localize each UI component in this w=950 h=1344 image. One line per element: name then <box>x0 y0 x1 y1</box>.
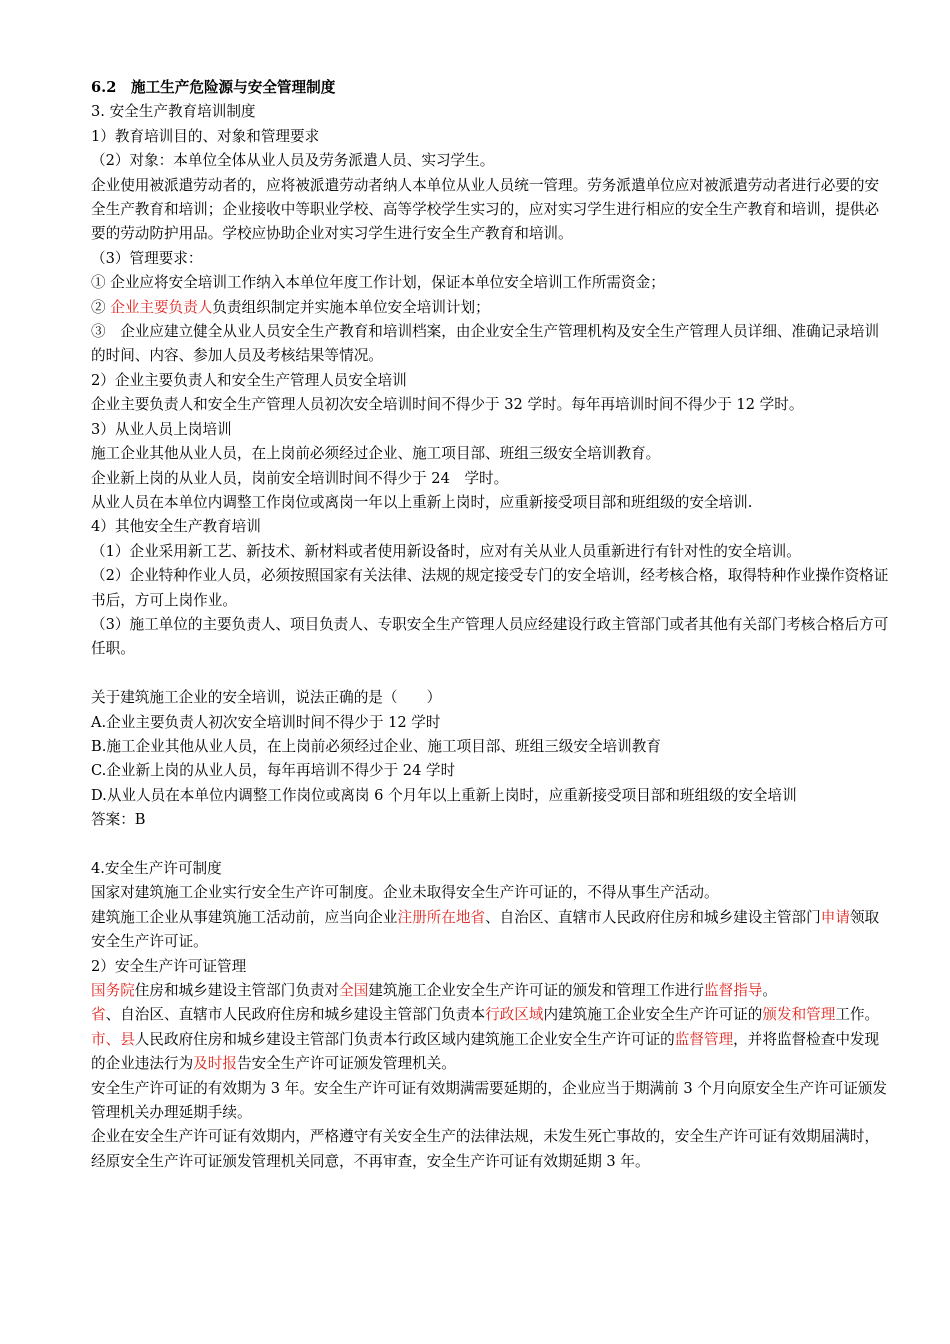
paragraph-req-1: ① 企业应将安全培训工作纳入本单位年度工作计划，保证本单位安全培训工作所需资金； <box>91 274 665 292</box>
heading-license-system: 4.安全生产许可制度 <box>91 859 222 877</box>
text-run: ，并将监督检查中发现的企业违法行为 <box>91 1030 880 1073</box>
paragraph-objects: （2）对象：本单位全体从业人员及劳务派遣人员、实习学生。 <box>91 152 495 170</box>
highlight-registered-province: 注册所在地省 <box>397 908 486 926</box>
req-2-prefix: ② <box>91 298 111 316</box>
text-run: 告安全生产许可证颁发管理机关。 <box>236 1055 456 1073</box>
quiz-answer: 答案：B <box>91 811 146 829</box>
heading-safety-training: 3. 安全生产教育培训制度 <box>91 103 256 121</box>
text-run: 工作。 <box>835 1006 880 1024</box>
paragraph-leader-hours: 企业主要负责人和安全生产管理人员初次安全培训时间不得少于 32 学时。每年再培训时间不得少于 12 学时。 <box>91 396 804 414</box>
highlight-province: 省 <box>91 1006 106 1024</box>
quiz-option-c: C.企业新上岗的从业人员，每年再培训不得少于 24 学时 <box>91 762 456 780</box>
quiz-option-d: D.从业人员在本单位内调整工作岗位或离岗 6 个月年以上重新上岗时，应重新接受项目部和班组级的安全培训 <box>91 786 797 804</box>
req-2-rest: 负责组织制定并实施本单位安全培训计划； <box>212 298 490 316</box>
text-run: 、自治区、直辖市人民政府住房和城乡建设主管部门 <box>485 908 821 926</box>
highlight-timely-report: 及时报 <box>193 1055 237 1073</box>
paragraph-province <box>91 1003 891 1027</box>
highlight-main-leader: 企业主要负责人 <box>110 298 213 316</box>
highlight-apply: 申请 <box>820 908 850 926</box>
paragraph-validity: 安全生产许可证的有效期为 3 年。安全生产许可证有效期满需要延期的，企业应当于期满前 3 个月向原安全生产许可证颁发管理机关办理延期手续。 <box>91 1079 888 1122</box>
text-run: 住房和城乡建设主管部门负责对 <box>134 982 340 999</box>
paragraph-req-2 <box>91 296 891 320</box>
highlight-city-county: 市、县 <box>91 1030 135 1048</box>
document-page <box>91 76 891 1174</box>
quiz-option-b: B.施工企业其他从业人员，在上岗前必须经过企业、施工项目部、班组三级安全培训教育 <box>91 737 661 755</box>
text-run: 。 <box>762 982 777 999</box>
paragraph-reassignment: 从业人员在本单位内调整工作岗位或离岗一年以上重新上岗时，应重新接受项目部和班组级的安全培训. <box>91 493 753 511</box>
quiz-question: 关于建筑施工企业的安全培训，说法正确的是（ ） <box>91 689 442 707</box>
paragraph-city-county <box>91 1028 891 1077</box>
text-run: 、自治区、直辖市人民政府住房和城乡建设主管部门负责本 <box>105 1006 486 1024</box>
paragraph-state-council <box>91 979 891 1003</box>
text-run: 领取安全生产许可证。 <box>91 908 880 951</box>
text-run: 内建筑施工企业安全生产许可证的 <box>543 1006 763 1024</box>
spacer <box>91 833 891 857</box>
highlight-supervision-guidance: 监督指导 <box>704 982 763 999</box>
text-run: 建筑施工企业安全生产许可证的颁发和管理工作进行 <box>368 982 704 999</box>
highlight-issue-manage: 颁发和管理 <box>762 1006 836 1024</box>
highlight-state-council: 国务院 <box>91 982 135 999</box>
paragraph-license-apply <box>91 906 891 955</box>
spacer <box>91 662 891 686</box>
paragraph-special-ops: （2）企业特种作业人员，必须按照国家有关法律、法规的规定接受专门的安全培训，经考核合格，取得特种作业操作资格证书后，方可上岗作业。 <box>91 567 889 609</box>
paragraph-dispatched-workers: 企业使用被派遣劳动者的，应将被派遣劳动者纳人本单位从业人员统一管理。劳务派遣单位应对被派遣劳动者进行必要的安全生产教育和培训；企业接收中等职业学校、高等学校学生实习的，应对实习学生进行相应的安全生产教育和培训，提供必要的劳动防护用品。学校应协助企业对实习学生进行安全生产教育和培训。 <box>91 176 880 243</box>
subheading-onboarding: 3）从业人员上岗培训 <box>91 420 232 438</box>
subheading-license-mgmt: 2）安全生产许可证管理 <box>91 957 247 975</box>
paragraph-license-intro: 国家对建筑施工企业实行安全生产许可制度。企业未取得安全生产许可证的，不得从事生产活动。 <box>91 884 719 902</box>
subheading-leader-training: 2）企业主要负责人和安全生产管理人员安全培训 <box>91 371 407 389</box>
subheading-training-purpose: 1）教育培训目的、对象和管理要求 <box>91 127 320 145</box>
paragraph-new-hire-hours: 企业新上岗的从业人员，岗前安全培训时间不得少于 24 学时。 <box>91 469 509 487</box>
section-title: 6.2 施工生产危险源与安全管理制度 <box>91 79 336 96</box>
text-run: 人民政府住房和城乡建设主管部门负责本行政区域内建筑施工企业安全生产许可证的 <box>134 1030 675 1048</box>
paragraph-assessment: （3）施工单位的主要负责人、项目负责人、专职安全生产管理人员应经建设行政主管部门或者其他有关部门考核合格后方可任职。 <box>91 615 889 658</box>
highlight-supervision: 监督管理 <box>674 1030 734 1048</box>
paragraph-new-tech: （1）企业采用新工艺、新技术、新材料或者使用新设备时，应对有关从业人员重新进行有针对性的安全培训。 <box>91 542 801 560</box>
highlight-nationwide: 全国 <box>339 982 369 999</box>
text-run: 建筑施工企业从事建筑施工活动前，应当向企业 <box>91 908 398 926</box>
paragraph-three-level: 施工企业其他从业人员，在上岗前必须经过企业、施工项目部、班组三级安全培训教育。 <box>91 445 661 463</box>
subheading-other-training: 4）其他安全生产教育培训 <box>91 518 261 536</box>
highlight-admin-region: 行政区域 <box>485 1006 544 1024</box>
quiz-option-a: A.企业主要负责人初次安全培训时间不得少于 12 学时 <box>91 713 441 731</box>
paragraph-extension: 企业在安全生产许可证有效期内，严格遵守有关安全生产的法律法规，未发生死亡事故的，安全生产许可证有效期届满时，经原安全生产许可证颁发管理机关同意，不再审查，安全生产许可证有效期延期 3 年。 <box>91 1128 880 1170</box>
paragraph-req-3: ③ 企业应建立健全从业人员安全生产教育和培训档案，由企业安全生产管理机构及安全生产管理人员详细、准确记录培训的时间、内容、参加人员及考核结果等情况。 <box>91 323 880 365</box>
paragraph-management-req: （3）管理要求： <box>91 249 203 267</box>
